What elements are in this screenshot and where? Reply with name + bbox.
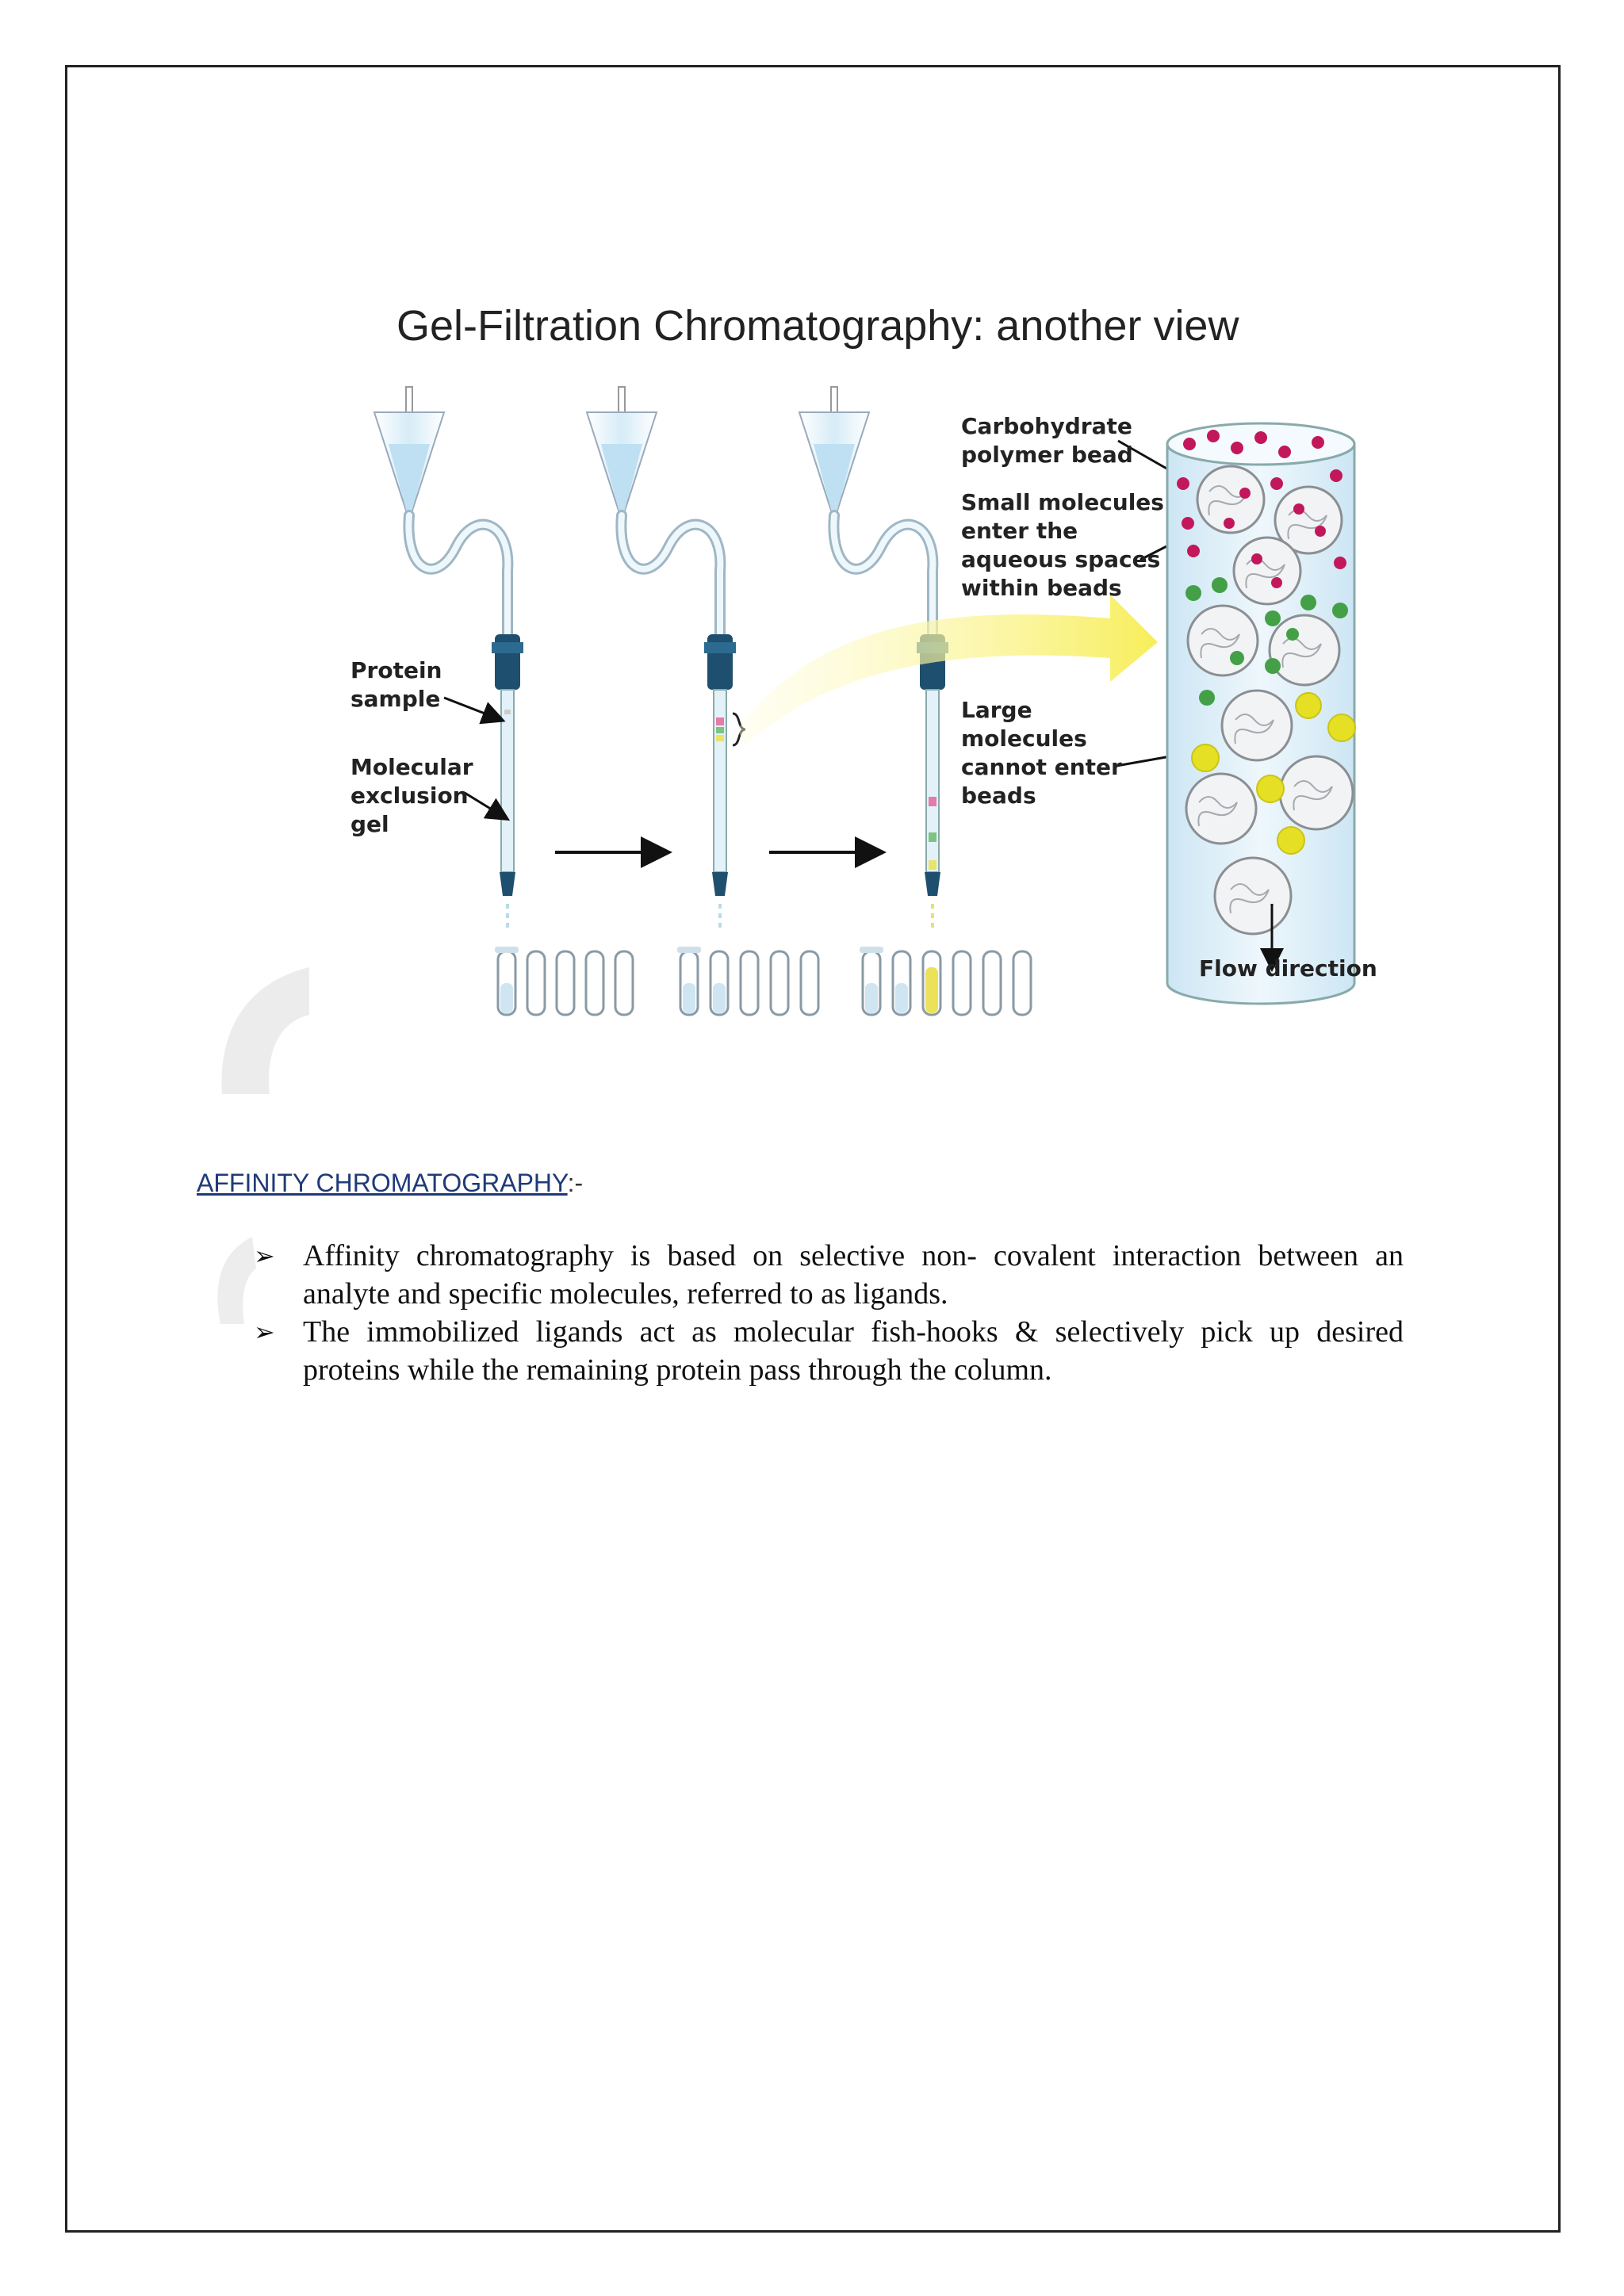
section-heading-text: AFFINITY CHROMATOGRAPHY xyxy=(197,1169,568,1197)
tube-caps xyxy=(495,947,883,953)
label-small-molecules: Small molecules enter the aqueous spaces within beads xyxy=(961,489,1164,601)
section-heading xyxy=(197,1169,583,1198)
column-apparatus-2 xyxy=(587,387,745,928)
gel-filtration-figure xyxy=(317,285,1411,1031)
bullet-text: Affinity chromatography is based on selective non- covalent interaction between an analyte and specific molecules, referred to as ligands. xyxy=(303,1239,1404,1311)
arrow-bullet-icon: ➢ xyxy=(254,1317,275,1347)
chromatography-diagram xyxy=(317,285,1411,1031)
section-heading-suffix: :- xyxy=(567,1169,584,1197)
figure-title: Gel-Filtration Chromatography: another view xyxy=(396,302,1239,350)
bullet-text: The immobilized ligands act as molecular fish-hooks & selectively pick up desired proteins while the remaining protein pass through the column. xyxy=(303,1315,1404,1387)
test-tubes xyxy=(498,951,1031,1015)
label-flow-direction: Flow direction xyxy=(1199,955,1377,982)
label-molecular-exclusion-gel: Molecular exclusion gel xyxy=(350,754,473,837)
label-large-molecules: Large molecules cannot enter beads xyxy=(961,697,1122,809)
watermark-shape xyxy=(214,967,317,1094)
list-item xyxy=(254,1313,1404,1389)
label-carbohydrate-bead: Carbohydrate polymer bead xyxy=(961,413,1133,468)
label-protein-sample: Protein sample xyxy=(350,657,442,712)
arrow-bullet-icon: ➢ xyxy=(254,1241,275,1271)
list-item xyxy=(254,1237,1404,1313)
bullet-list xyxy=(254,1237,1404,1389)
zoomed-column xyxy=(1167,423,1355,1004)
watermark-shape-small xyxy=(213,1237,260,1324)
